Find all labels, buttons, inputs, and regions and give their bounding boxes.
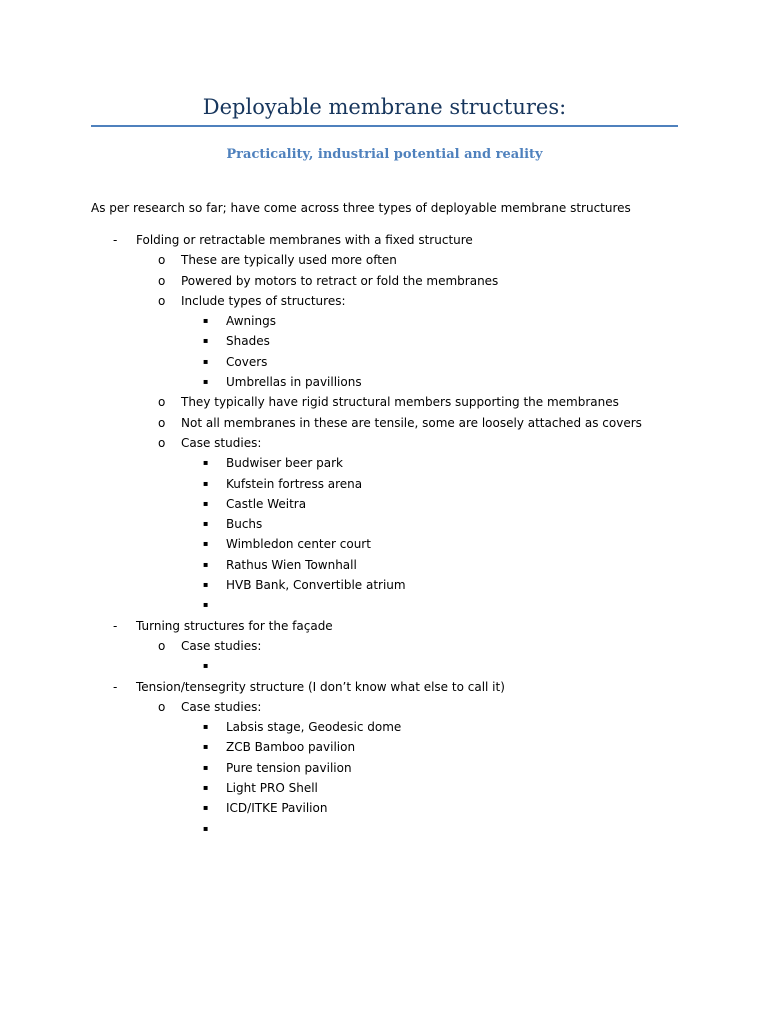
bullet-marker: o <box>158 415 166 430</box>
outline-item-level-3 <box>0 555 768 575</box>
outline-item-level-3 <box>0 453 768 473</box>
bullet-marker: o <box>158 395 166 410</box>
outline-item-level-3 <box>0 575 768 595</box>
outline-item-level-3 <box>0 737 768 757</box>
bullet-marker: ▪ <box>203 762 209 772</box>
outline-item-text: Powered by motors to retract or fold the membranes <box>181 273 499 288</box>
outline-item-level-1 <box>0 230 768 250</box>
bullet-marker: ▪ <box>203 478 209 488</box>
outline-item-text: Tension/tensegrity structure (I don’t know what else to call it) <box>136 679 505 694</box>
document-title: Deployable membrane structures: <box>202 95 567 119</box>
outline-item-level-3 <box>0 311 768 331</box>
bullet-marker: ▪ <box>203 356 209 366</box>
outline-item-text: Wimbledon center court <box>226 537 371 552</box>
bullet-marker: ▪ <box>203 519 209 529</box>
outline-item-text: Rathus Wien Townhall <box>226 557 357 572</box>
outline-item-level-1 <box>0 677 768 697</box>
outline-item-text: Case studies: <box>181 699 262 714</box>
bullet-marker: ▪ <box>203 559 209 569</box>
outline-item-text: Kufstein fortress arena <box>226 476 363 491</box>
bullet-marker: ▪ <box>203 498 209 508</box>
bullet-marker: o <box>158 273 166 288</box>
outline-item-text: Include types of structures: <box>181 293 346 308</box>
outline-item-text: Labsis stage, Geodesic dome <box>226 720 402 735</box>
bullet-outline <box>0 230 768 839</box>
bullet-marker: ▪ <box>203 580 209 590</box>
outline-item-text: They typically have rigid structural members supporting the membranes <box>181 395 619 410</box>
bullet-marker: ▪ <box>203 458 209 468</box>
outline-item-level-3 <box>0 758 768 778</box>
outline-item-text: ZCB Bamboo pavilion <box>226 740 356 755</box>
outline-item-level-3 <box>0 656 768 676</box>
bullet-marker: - <box>113 618 118 633</box>
outline-item-level-3 <box>0 717 768 737</box>
outline-item-text: Case studies: <box>181 435 262 450</box>
outline-item-text: These are typically used more often <box>181 253 397 268</box>
outline-item-level-3 <box>0 534 768 554</box>
outline-item-level-2 <box>0 433 768 453</box>
outline-item-level-2 <box>0 697 768 717</box>
outline-item-level-2 <box>0 636 768 656</box>
outline-item-level-2 <box>0 271 768 291</box>
outline-item-level-2 <box>0 291 768 311</box>
outline-item-text: Light PRO Shell <box>226 781 318 796</box>
outline-item-text: Castle Weitra <box>226 496 307 511</box>
outline-item-level-1 <box>0 616 768 636</box>
bullet-marker: ▪ <box>203 783 209 793</box>
bullet-marker: o <box>158 293 166 308</box>
outline-item-level-3 <box>0 778 768 798</box>
bullet-marker: ▪ <box>203 316 209 326</box>
outline-item-level-2 <box>0 392 768 412</box>
bullet-marker: ▪ <box>203 600 209 610</box>
intro-paragraph: As per research so far; have come across three types of deployable membrane structures <box>91 201 631 215</box>
outline-item-level-3 <box>0 372 768 392</box>
bullet-marker: ▪ <box>203 377 209 387</box>
bullet-marker: ▪ <box>203 722 209 732</box>
bullet-marker: o <box>158 699 166 714</box>
outline-item-text: Pure tension pavilion <box>226 760 352 775</box>
outline-item-text: Folding or retractable membranes with a fixed structure <box>136 233 473 247</box>
bullet-marker: ▪ <box>203 661 209 671</box>
outline-item-text: ICD/ITKE Pavilion <box>226 801 328 816</box>
bullet-marker: - <box>113 679 118 694</box>
outline-item-level-2 <box>0 250 768 270</box>
bullet-marker: ▪ <box>203 336 209 346</box>
title-underline <box>91 125 678 127</box>
outline-item-level-3 <box>0 595 768 615</box>
outline-item-text: Covers <box>226 354 268 369</box>
outline-item-text: HVB Bank, Convertible atrium <box>226 578 406 593</box>
outline-item-text: Umbrellas in pavillions <box>226 375 362 390</box>
bullet-marker: ▪ <box>203 803 209 813</box>
bullet-marker: ▪ <box>203 539 209 549</box>
outline-item-text: Not all membranes in these are tensile, some are loosely attached as covers <box>181 415 642 430</box>
outline-item-level-3 <box>0 331 768 351</box>
document-subtitle: Practicality, industrial potential and reality <box>226 147 543 162</box>
bullet-marker: o <box>158 253 166 268</box>
outline-item-level-3 <box>0 494 768 514</box>
bullet-marker: ▪ <box>203 823 209 833</box>
outline-item-text: Buchs <box>226 517 263 532</box>
bullet-marker: - <box>113 233 118 247</box>
bullet-marker: ▪ <box>203 742 209 752</box>
outline-item-text: Shades <box>226 334 270 349</box>
outline-item-level-3 <box>0 352 768 372</box>
outline-item-level-2 <box>0 413 768 433</box>
outline-item-level-3 <box>0 819 768 839</box>
outline-item-level-3 <box>0 798 768 818</box>
outline-item-text: Turning structures for the façade <box>136 618 333 633</box>
outline-item-text: Case studies: <box>181 638 262 653</box>
bullet-marker: o <box>158 638 166 653</box>
outline-item-level-3 <box>0 514 768 534</box>
outline-item-text: Budwiser beer park <box>226 456 343 471</box>
outline-item-level-3 <box>0 474 768 494</box>
bullet-marker: o <box>158 435 166 450</box>
outline-item-text: Awnings <box>226 314 276 329</box>
